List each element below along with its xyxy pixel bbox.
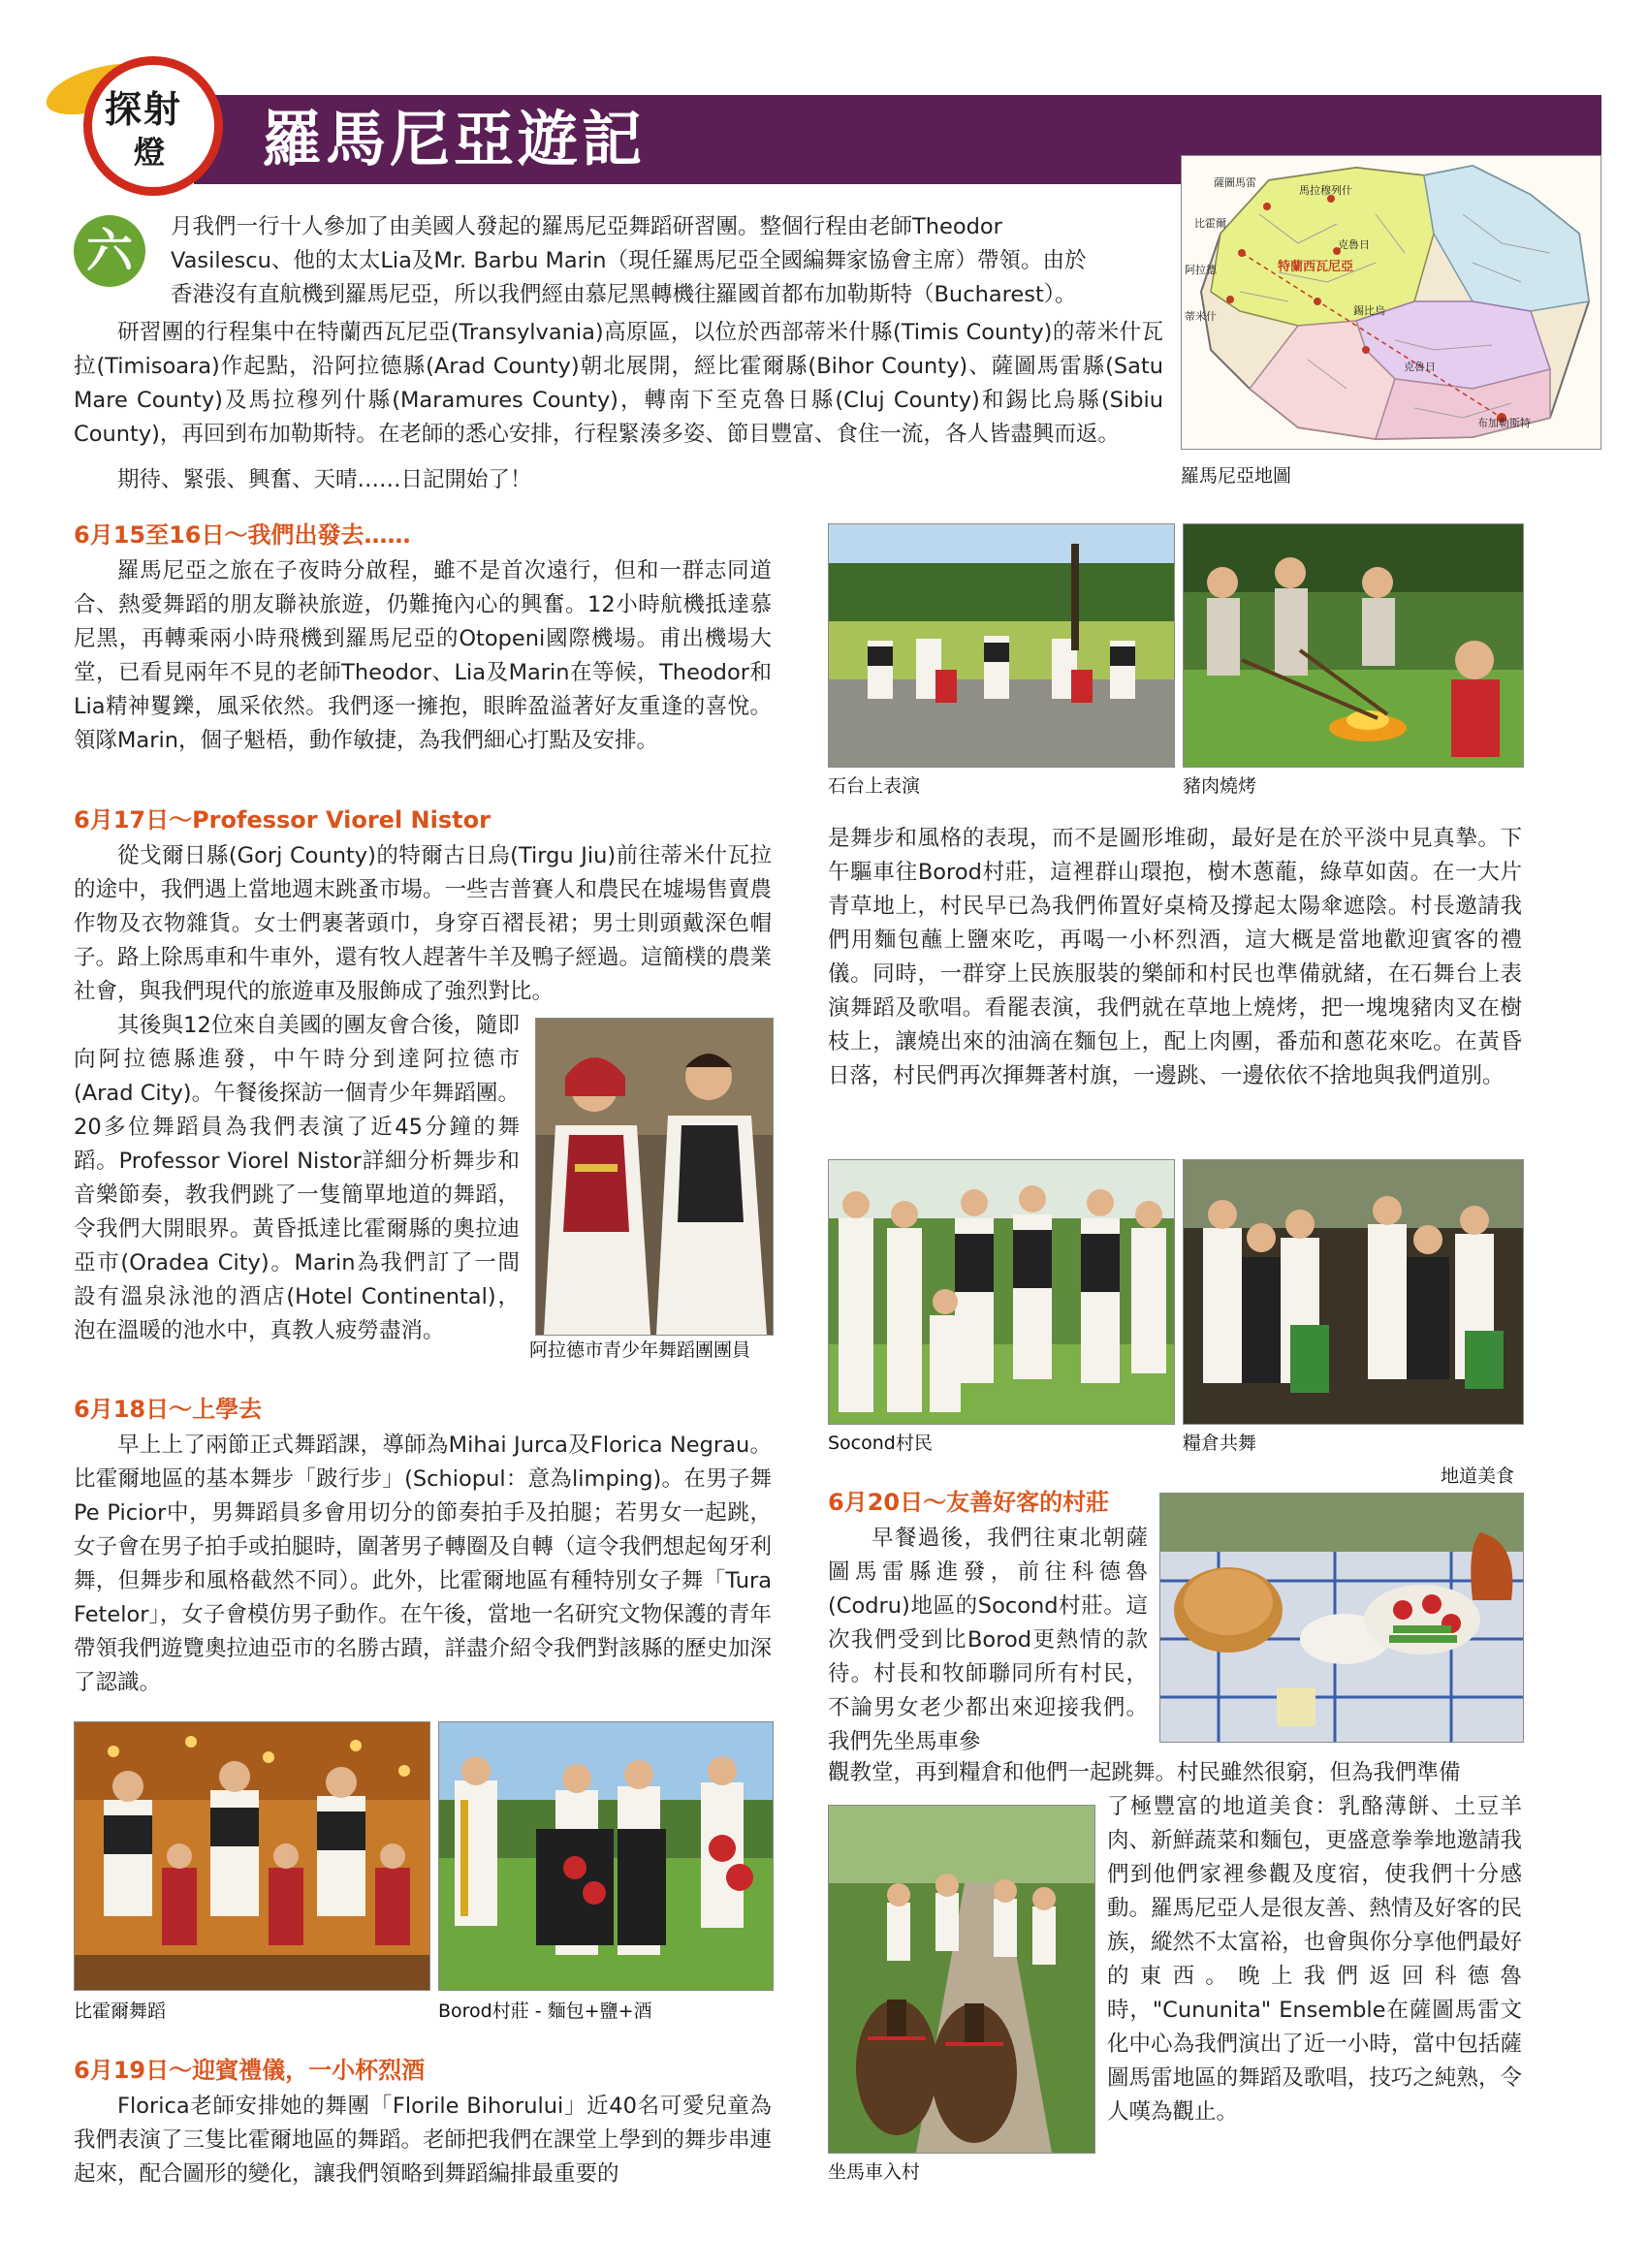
map-label-sibiu: 錫比烏 bbox=[1353, 304, 1385, 317]
section-head-jun15: 6月15至16日～我們出發去…… bbox=[74, 521, 411, 549]
section-body-jun20-a: 早餐過後，我們往東北朝薩圖馬雷縣進發，前往科德魯(Codru)地區的Socond村莊。這次我們受到比Borod更熱情的款待。村長和牧師聯同所有村民，不論男女老少都出來迎接我們。我們先坐馬車參 bbox=[828, 1526, 1148, 1754]
section-head-jun20: 6月20日～友善好客的村莊 bbox=[828, 1489, 1110, 1516]
map-label-cluj: 克魯日 bbox=[1338, 238, 1370, 251]
photo-barn-dance bbox=[1183, 1159, 1524, 1425]
photo-bihor-dance-graphic bbox=[75, 1722, 429, 1990]
logo-text-top: 探射 bbox=[105, 88, 183, 131]
photo-horse-cart-graphic bbox=[829, 1806, 1094, 2153]
photo-bihor-dance bbox=[74, 1721, 430, 1991]
map-label-transylvania: 特蘭西瓦尼亞 bbox=[1278, 260, 1354, 274]
section-body-jun17-b: 其後與12位來自美國的團友會合後，隨即向阿拉德縣進發，中午時分到達阿拉德市(Arad City)。午餐後探訪一個青少年舞蹈團。20多位舞蹈員為我們表演了近45分鐘的舞蹈。Professor Viorel Nistor詳細分析舞步和音樂節奏，教我們跳了一隻簡單地道的舞蹈，令我們大開眼界。黃昏抵達比霍爾縣的奧拉迪亞市(Oradea City)。Marin為我們訂了一間設有溫泉泳池的酒店(Hotel Continental)，泡在溫暖的池水中，真教人疲勞盡消。 bbox=[74, 1013, 520, 1343]
photo-caption-stage: 石台上表演 bbox=[828, 775, 921, 797]
photo-borod-welcome-graphic bbox=[439, 1722, 773, 1990]
photo-caption-cart: 坐馬車入村 bbox=[828, 2161, 921, 2183]
photo-caption-villagers: Socond村民 bbox=[828, 1433, 933, 1454]
map-label-timis: 蒂米什 bbox=[1185, 310, 1217, 323]
photo-caption-bbq: 豬肉燒烤 bbox=[1183, 775, 1257, 797]
photo-socond-villagers-graphic bbox=[829, 1160, 1174, 1424]
intro-paragraph-3: 期待、緊張、興奮、天晴……日記開始了！ bbox=[117, 467, 532, 492]
photo-stage-dance-graphic bbox=[829, 524, 1174, 767]
section-body-jun19: Florica老師安排她的舞團「Florile Bihorului」近40名可愛兒童為我們表演了三隻比霍爾地區的舞蹈。老師把我們在課堂上學到的舞步串連起來，配合圖形的變化，讓我們領略到舞蹈編排最重要的 bbox=[74, 2094, 773, 2187]
romania-map bbox=[1181, 155, 1601, 450]
photo-horse-cart bbox=[828, 1805, 1095, 2154]
photo-local-food bbox=[1159, 1493, 1524, 1743]
section-body-jun17-a: 從戈爾日縣(Gorj County)的特爾古日烏(Tirgu Jiu)前往蒂米什瓦拉的途中，我們遇上當地週末跳蚤市場。一些吉普賽人和農民在墟場售賣農作物及衣物雜貨。女士們裹著頭巾，身穿百褶長裙；男士則頭戴深色帽子。路上除馬車和牛車外，還有牧人趕著牛羊及鴨子經過。這簡樸的農業社會，與我們現代的旅遊車及服飾成了強烈對比。 bbox=[74, 843, 773, 1004]
intro-line-2: Vasilescu、他的太太Lia及Mr. Barbu Marin（現任羅馬尼亞全國編舞家協會主席）帶領。由於 bbox=[171, 248, 1087, 273]
intro-paragraph-2: 研習團的行程集中在特蘭西瓦尼亞(Transylvania)高原區，以位於西部蒂米什縣(Timis County)的蒂米什瓦拉(Timisoara)作起點，沿阿拉德縣(Arad County)朝北展開，經比霍爾縣(Bihor County)、薩圖馬雷縣(Satu Mare County)及馬拉穆列什縣(Maramures County)，轉南下至克魯日縣(Cluj County)和錫比烏縣(Sibiu County)，再回到布加勒斯特。在老師的悉心安排，行程緊湊多姿、節目豐富、食住一流，各人皆盡興而返。 bbox=[74, 320, 1163, 447]
photo-pork-bbq-graphic bbox=[1184, 524, 1523, 767]
photo-barn-dance-graphic bbox=[1184, 1160, 1523, 1424]
map-label-cluj-2: 克魯日 bbox=[1404, 361, 1436, 373]
section-body-jun20-b: 觀教堂，再到糧倉和他們一起跳舞。村民雖然很窮，但為我們準備 bbox=[828, 1760, 1461, 1785]
map-label-satu-mare: 薩圖馬雷 bbox=[1214, 176, 1256, 189]
page-title: 羅馬尼亞遊記 bbox=[262, 104, 647, 174]
photo-youth-dancers-graphic bbox=[536, 1019, 773, 1335]
section-body-jun19-continued: 是舞步和風格的表現，而不是圖形堆砌，最好是在於平淡中見真摯。下午驅車往Borod村莊，這裡群山環抱，樹木蔥蘢，綠草如茵。在一大片青草地上，村民早已為我們佈置好桌椅及撐起太陽傘遮陰。村長邀請我們用麵包蘸上鹽來吃，再喝一小杯烈酒，這大概是當地歡迎賓客的禮儀。同時，一群穿上民族服裝的樂師和村民也準備就緒，在石舞台上表演舞蹈及歌唱。看罷表演，我們就在草地上燒烤，把一塊塊豬肉叉在樹枝上，讓燒出來的油滴在麵包上，配上肉團，番茄和蔥花來吃。在黃昏日落，村民們再次揮舞著村旗，一邊跳、一邊依依不捨地與我們道別。 bbox=[828, 826, 1522, 1088]
section-head-jun17: 6月17日～Professor Viorel Nistor bbox=[74, 806, 491, 834]
section-body-jun20-c: 了極豐富的地道美食：乳酪薄餅、土豆羊肉、新鮮蔬菜和麵包，更盛意拳拳地邀請我們到他們家裡參觀及度宿，使我們十分感動。羅馬尼亞人是很友善、熱情及好客的民族，縱然不太富裕，也會與你分享他們最好的東西。晚上我們返回科德魯時，"Cununita" Ensemble在薩圖馬雷文化中心為我們演出了近一小時，當中包括薩圖馬雷地區的舞蹈及歌唱，技巧之純熟，令人嘆為觀止。 bbox=[1107, 1794, 1522, 2125]
romania-map-graphic bbox=[1182, 156, 1600, 449]
photo-caption-youth-dancers: 阿拉德市青少年舞蹈團團員 bbox=[529, 1339, 751, 1361]
photo-local-food-graphic bbox=[1160, 1494, 1523, 1742]
map-label-bihor: 比霍爾 bbox=[1194, 217, 1226, 230]
photo-caption-barn: 糧倉共舞 bbox=[1183, 1433, 1257, 1454]
section-body-jun18: 早上上了兩節正式舞蹈課，導師為Mihai Jurca及Florica Negrau。比霍爾地區的基本舞步「跛行步」(Schiopul：意為limping)。在男子舞Pe Picior中，男舞蹈員多會用切分的節奏拍手及拍腿；若男女一起跳，女子會在男子拍手或拍腿時，圍著男子轉圈及自轉（這令我們想起匈牙利舞，但舞步和風格截然不同）。此外，比霍爾地區有種特別女子舞「Tura Fetelor」，女子會模仿男子動作。在午後，當地一名研究文物保護的青年帶領我們遊覽奧拉迪亞市的名勝古蹟，詳盡介紹令我們對該縣的歷史加深了認識。 bbox=[74, 1433, 773, 1695]
photo-caption-borod-welcome: Borod村莊 - 麵包+鹽+酒 bbox=[438, 2000, 652, 2022]
intro-line-1: 月我們一行十人參加了由美國人發起的羅馬尼亞舞蹈研習團。整個行程由老師Theodor bbox=[171, 214, 1002, 239]
photo-borod-welcome bbox=[438, 1721, 774, 1991]
photo-stage-dance bbox=[828, 523, 1175, 768]
photo-caption-food: 地道美食 bbox=[1441, 1465, 1515, 1487]
map-caption: 羅馬尼亞地圖 bbox=[1181, 465, 1292, 487]
section-head-jun19: 6月19日～迎賓禮儀，一小杯烈酒 bbox=[74, 2057, 426, 2084]
intro-line-3: 香港沒有直航機到羅馬尼亞，所以我們經由慕尼黑轉機往羅國首都布加勒斯特（Bucharest）。 bbox=[171, 282, 1077, 307]
photo-youth-dancers bbox=[535, 1018, 774, 1336]
section-head-jun18: 6月18日～上學去 bbox=[74, 1396, 263, 1423]
photo-pork-bbq bbox=[1183, 523, 1524, 768]
section-body-jun15: 羅馬尼亞之旅在子夜時分啟程，雖不是首次遠行，但和一群志同道合、熱愛舞蹈的朋友聯袂旅遊，仍難掩內心的興奮。12小時航機抵達慕尼黑，再轉乘兩小時飛機到羅馬尼亞的Otopeni國際機場。甫出機場大堂，已看見兩年不見的老師Theodor、Lia及Marin在等候，Theodor和Lia精神矍鑠，風采依然。我們逐一擁抱，眼眸盈溢著好友重逢的喜悅。領隊Marin，個子魁梧，動作敏捷，為我們細心打點及安排。 bbox=[74, 558, 772, 753]
map-label-maramures: 馬拉穆列什 bbox=[1299, 184, 1352, 197]
photo-socond-villagers bbox=[828, 1159, 1175, 1425]
map-label-bucharest: 布加勒斯特 bbox=[1477, 417, 1531, 429]
map-label-arad: 阿拉德 bbox=[1185, 264, 1217, 276]
photo-caption-bihor-dance: 比霍爾舞蹈 bbox=[74, 2000, 167, 2022]
dropcap: 六 bbox=[74, 215, 145, 287]
logo-text-bottom: 燈 bbox=[134, 134, 166, 171]
